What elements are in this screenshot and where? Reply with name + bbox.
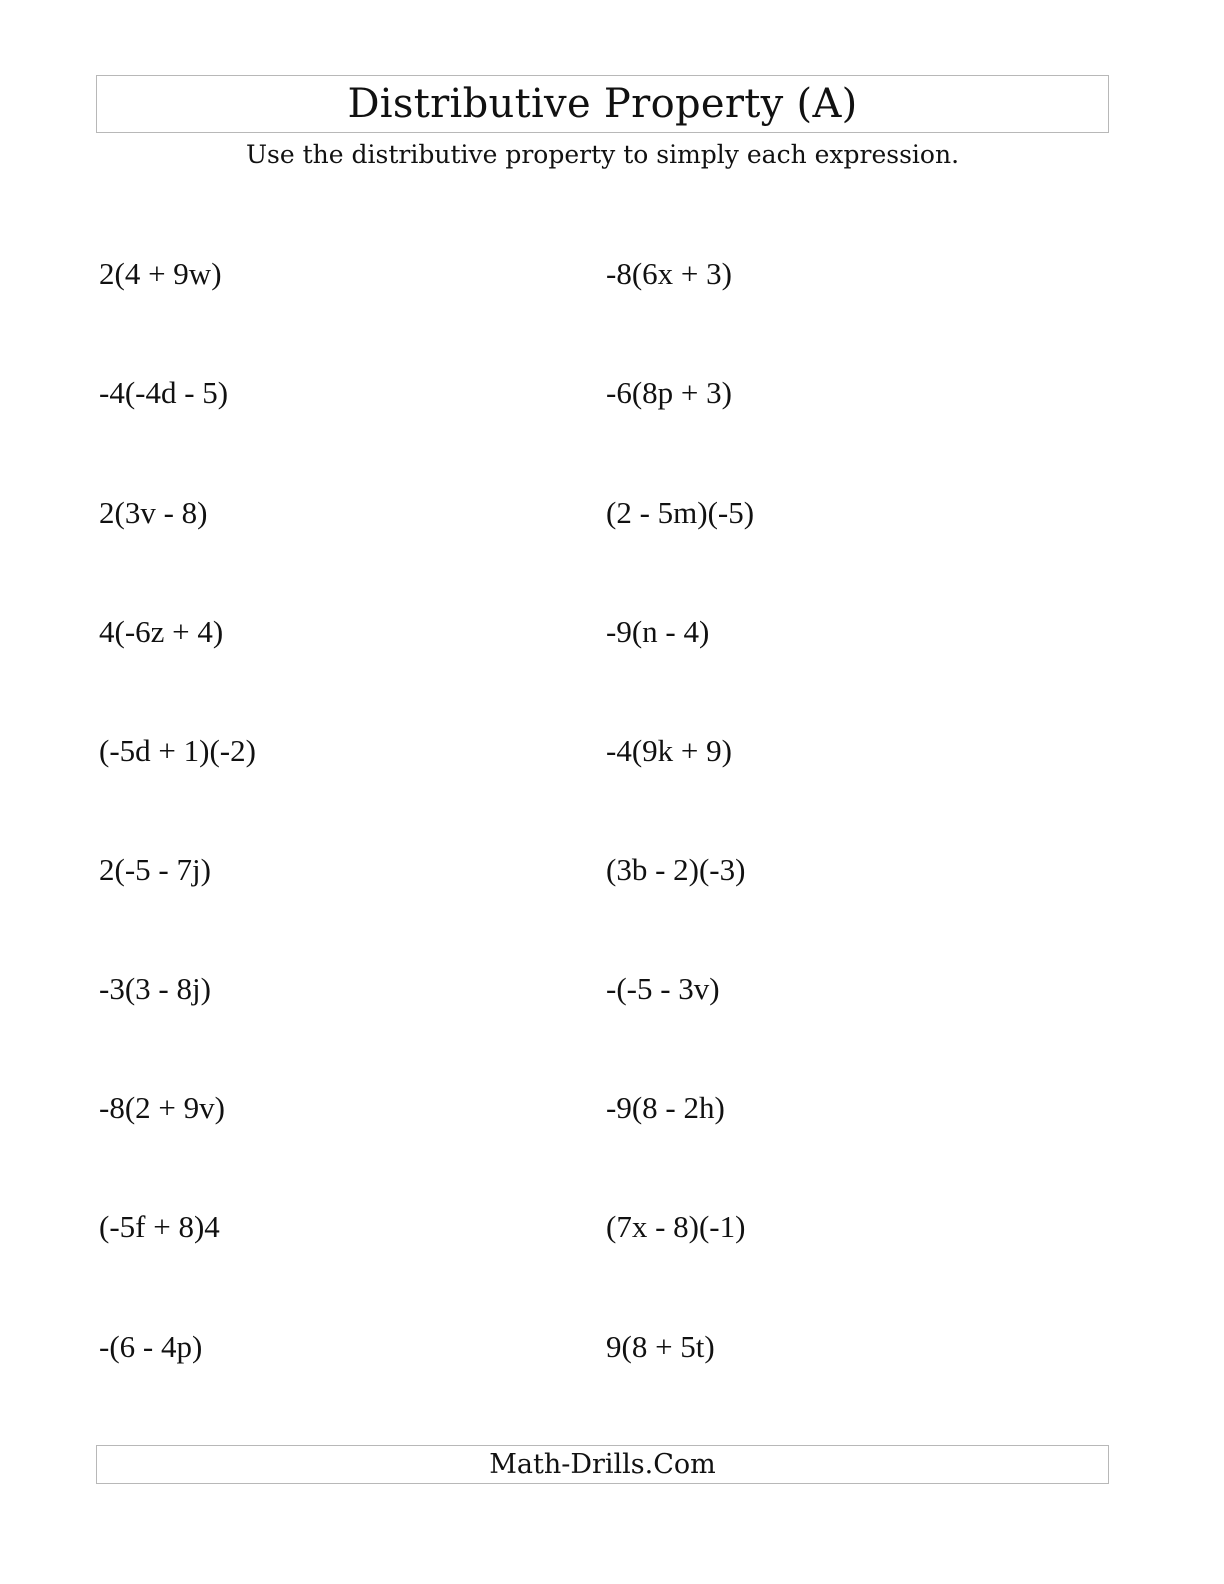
problem-right-3: (2 - 5m)(-5) [606,495,755,530]
problem-left-10: -(6 - 4p) [99,1329,203,1364]
instructions: Use the distributive property to simply each expression. [245,140,960,169]
problem-right-7: -(-5 - 3v) [606,971,720,1006]
problem-left-3: 2(3v - 8) [99,495,208,530]
problem-left-9: (-5f + 8)4 [99,1209,220,1244]
problem-right-8: -9(8 - 2h) [606,1090,725,1125]
problem-left-8: -8(2 + 9v) [99,1090,225,1125]
problem-right-4: -9(n - 4) [606,614,710,649]
problem-left-7: -3(3 - 8j) [99,971,211,1006]
problem-right-2: -6(8p + 3) [606,375,732,410]
problem-right-5: -4(9k + 9) [606,733,732,768]
page-title: Distributive Property (A) [347,81,858,127]
footer-box [96,1445,1109,1484]
problem-left-6: 2(-5 - 7j) [99,852,211,887]
footer-site-name: Math-Drills.Com [489,1449,716,1480]
title-box [96,75,1109,133]
problem-left-4: 4(-6z + 4) [99,614,224,649]
problem-right-1: -8(6x + 3) [606,256,732,291]
problem-right-9: (7x - 8)(-1) [606,1209,746,1244]
problem-left-5: (-5d + 1)(-2) [99,733,256,768]
problem-right-6: (3b - 2)(-3) [606,852,746,887]
problem-left-2: -4(-4d - 5) [99,375,229,410]
problem-right-10: 9(8 + 5t) [606,1329,715,1364]
problem-left-1: 2(4 + 9w) [99,256,222,291]
